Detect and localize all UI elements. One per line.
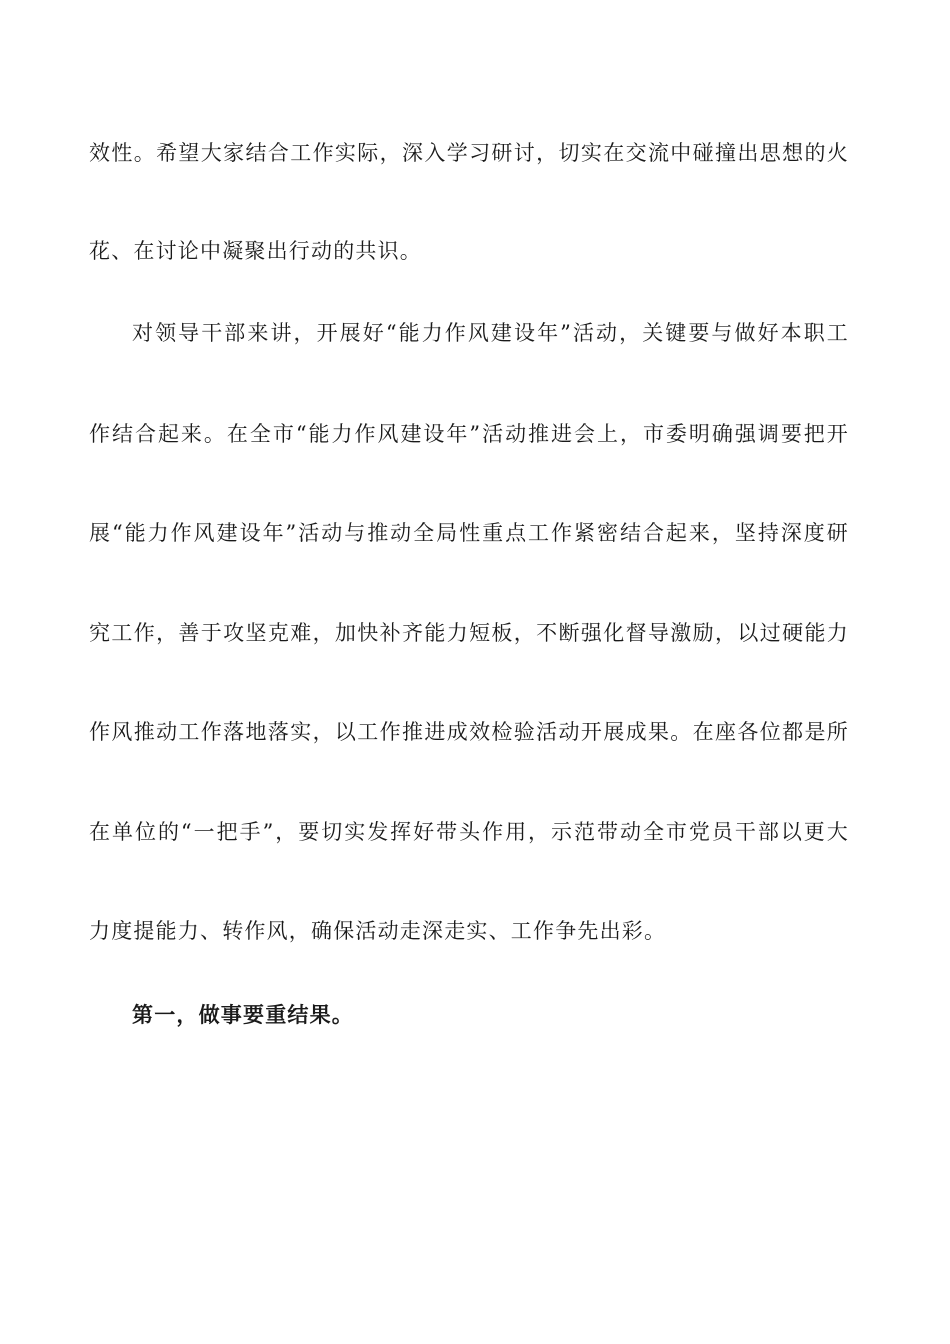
paragraph-2-line-3: 展“能力作风建设年”活动与推动全局性重点工作紧密结合起来，坚持深度研 <box>89 521 849 545</box>
paragraph-2-line-4: 究工作，善于攻坚克难，加快补齐能力短板，不断强化督导激励，以过硬能力 <box>89 621 849 645</box>
paragraph-1-line-2: 花、在讨论中凝聚出行动的共识。 <box>89 239 422 263</box>
section-heading: 第一，做事要重结果。 <box>132 1002 354 1027</box>
paragraph-1-line-1: 效性。希望大家结合工作实际，深入学习研讨，切实在交流中碰撞出思想的火 <box>89 141 849 165</box>
paragraph-2-line-2: 作结合起来。在全市“能力作风建设年”活动推进会上，市委明确强调要把开 <box>89 422 849 446</box>
paragraph-2-line-1: 对领导干部来讲，开展好“能力作风建设年”活动，关键要与做好本职工 <box>132 321 849 345</box>
paragraph-2-line-6: 在单位的“一把手”，要切实发挥好带头作用，示范带动全市党员干部以更大 <box>89 820 849 844</box>
paragraph-2-line-5: 作风推动工作落地落实，以工作推进成效检验活动开展成果。在座各位都是所 <box>89 720 849 744</box>
paragraph-2-line-7: 力度提能力、转作风，确保活动走深走实、工作争先出彩。 <box>89 919 667 943</box>
